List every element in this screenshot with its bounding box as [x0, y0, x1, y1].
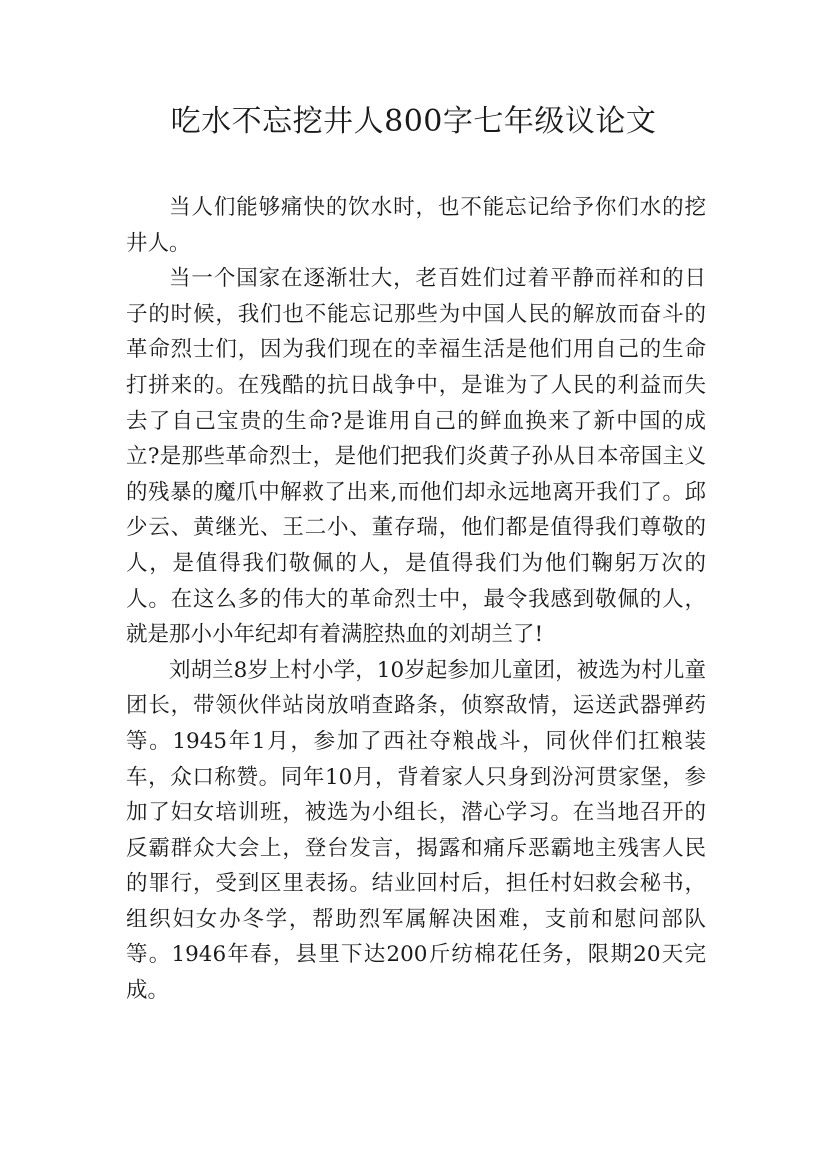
paragraph-intro: 当人们能够痛快的饮水时，也不能忘记给予你们水的挖井人。: [126, 195, 706, 256]
paragraph-liu-hulan: 刘胡兰8岁上村小学，10岁起参加儿童团，被选为村儿童团长，带领伙伴站岗放哨查路条，侦察敌情，运送武器弹药等。1945年1月，参加了西社夺粮战斗，同伙伴们扛粮装车，众口称赞。同年10月，背着家人只身到汾河贯家堡，参加了妇女培训班，被选为小组长，潜心学习。在当地召开的反霸群众大会上，登台发言，揭露和痛斥恶霸地主残害人民的罪行，受到区里表扬。结业回村后，担任村妇救会秘书，组织妇女办冬学，帮助烈军属解决困难，支前和慰问部队等。1946年春，县里下达200斤纺棉花任务，限期20天完成。: [126, 657, 706, 1004]
paragraph-martyrs: 当一个国家在逐渐壮大，老百姓们过着平静而祥和的日子的时候，我们也不能忘记那些为中国人民的解放而奋斗的革命烈士们，因为我们现在的幸福生活是他们用自己的生命打拼来的。在残酷的抗日战争中，是谁为了人民的利益而失去了自己宝贵的生命?是谁用自己的鲜血换来了新中国的成立?是那些革命烈士，是他们把我们炎黄子孙从日本帝国主义的残暴的魔爪中解救了出来,而他们却永远地离开我们了。邱少云、黄继光、王二小、董存瑞，他们都是值得我们尊敬的人，是值得我们敬佩的人，是值得我们为他们鞠躬万次的人。在这么多的伟大的革命烈士中，最令我感到敬佩的人，就是那小小年纪却有着满腔热血的刘胡兰了!: [126, 266, 706, 648]
document-title: 吃水不忘挖井人800字七年级议论文: [170, 104, 657, 139]
document-body: [126, 190, 706, 1009]
